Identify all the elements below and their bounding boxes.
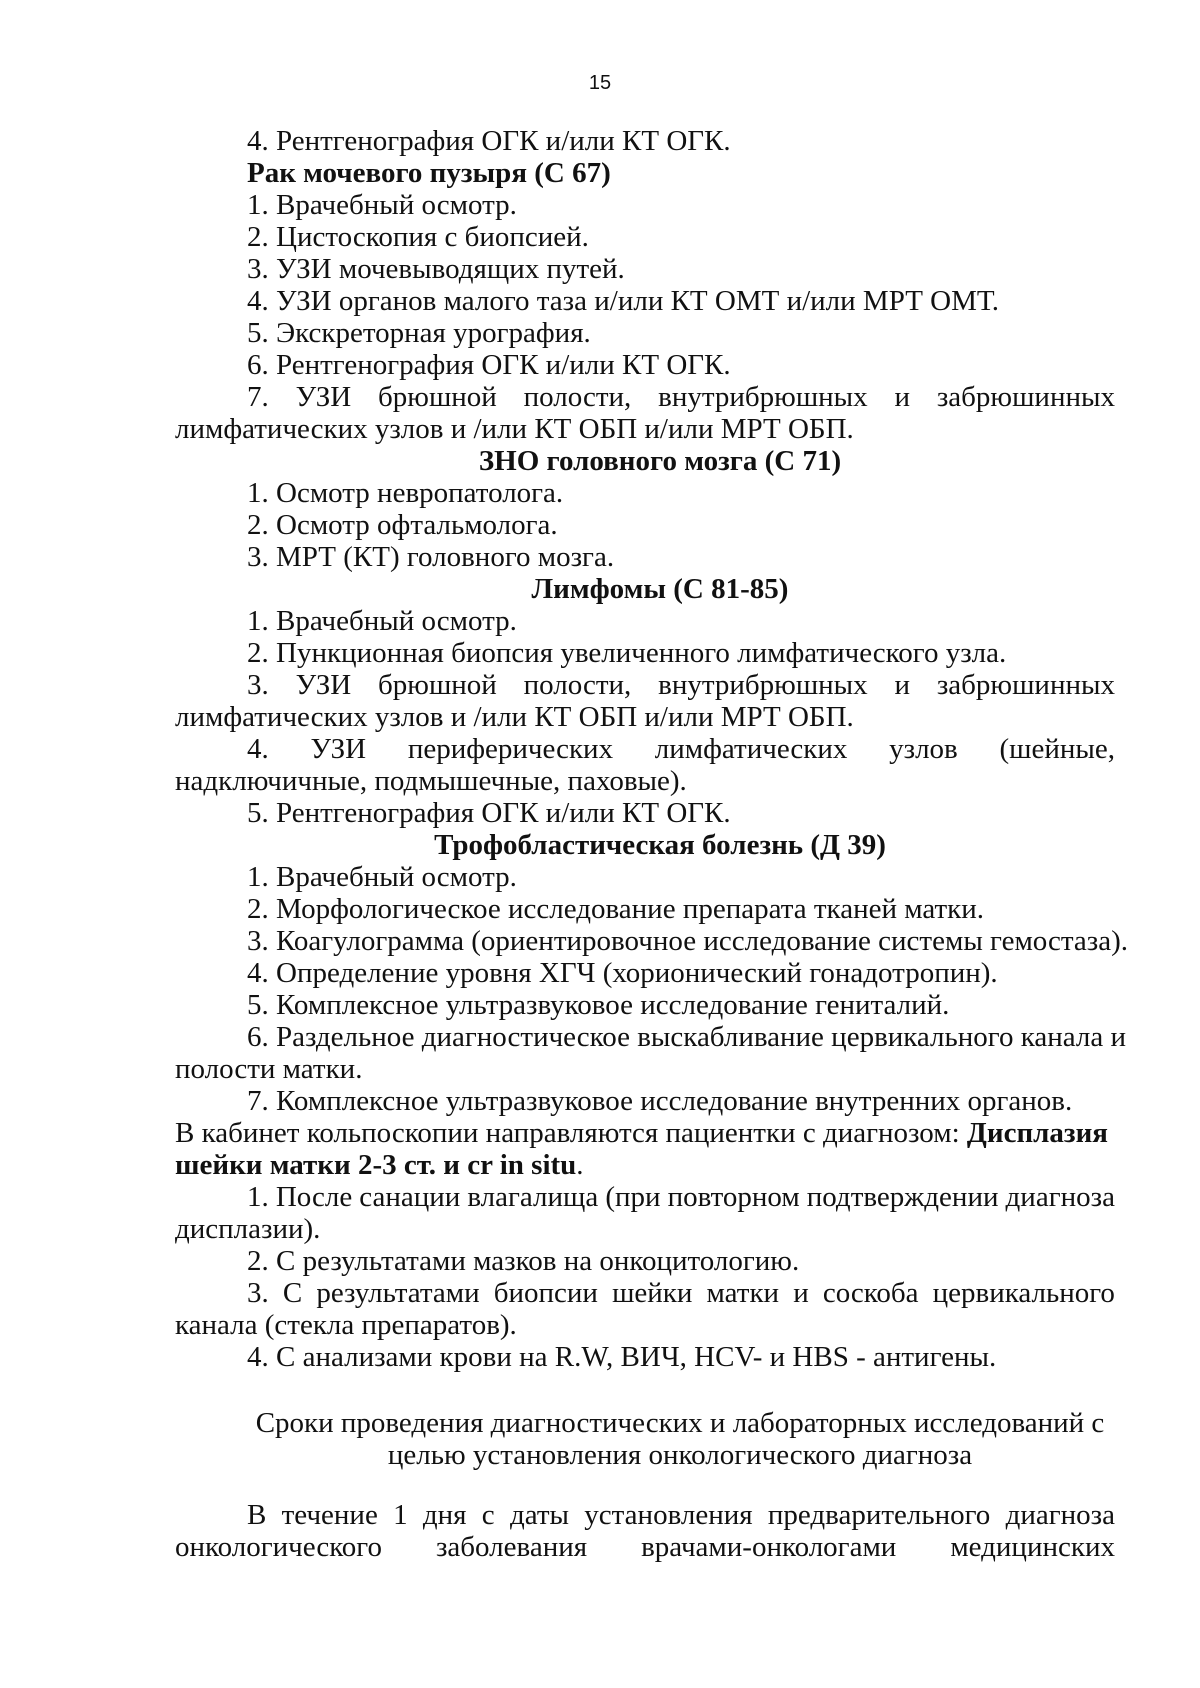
word: санации — [359, 1181, 461, 1213]
word: цервикального — [932, 1277, 1115, 1309]
list-item: 3. МРТ (КТ) головного мозга. — [247, 541, 615, 573]
list-item: 7. Комплексное ультразвуковое исследование внутренних органов. — [247, 1085, 1073, 1117]
word: (при — [605, 1181, 661, 1213]
page-number: 15 — [588, 72, 612, 94]
list-item: 2. Морфологическое исследование препарата тканей матки. — [247, 893, 985, 925]
list-item-continuation: канала (стекла препаратов). — [175, 1309, 517, 1341]
word: узлов — [889, 733, 958, 765]
list-item: 1. Врачебный осмотр. — [247, 861, 517, 893]
word: диагноза — [1005, 1181, 1115, 1213]
section-heading-trophoblastic: Трофобластическая болезнь (Д 39) — [434, 829, 886, 861]
word: дня — [422, 1499, 467, 1531]
section-title-line: Сроки проведения диагностических и лабораторных исследований с — [255, 1407, 1105, 1439]
section-heading-lymphomas: Лимфомы (С 81-85) — [531, 573, 789, 605]
word: В — [247, 1499, 267, 1531]
word: УЗИ — [295, 381, 352, 413]
word: заболевания — [435, 1531, 588, 1563]
diagnosis-bold: Дисплазия — [966, 1117, 1108, 1149]
justified-line — [175, 1181, 1115, 1213]
word: внутрибрюшных — [658, 381, 868, 413]
word: УЗИ — [295, 669, 352, 701]
word: матки — [706, 1277, 780, 1309]
list-item: 5. Комплексное ультразвуковое исследование гениталий. — [247, 989, 950, 1021]
word: забрюшинных — [936, 669, 1115, 701]
list-item: 1. Осмотр невропатолога. — [247, 477, 564, 509]
justified-line — [175, 669, 1115, 701]
period: . — [576, 1149, 584, 1181]
section-title — [175, 1407, 1115, 1471]
word: влагалища — [467, 1181, 599, 1213]
justified-line — [175, 381, 1115, 413]
word: результатами — [316, 1277, 480, 1309]
word: шейки — [612, 1277, 693, 1309]
word: медицинских — [950, 1531, 1115, 1563]
list-item: 6. Рентгенография ОГК и/или КТ ОГК. — [247, 349, 731, 381]
list-item: 3. УЗИ мочевыводящих путей. — [247, 253, 625, 285]
word: предварительного — [767, 1499, 991, 1531]
word: 1. — [247, 1181, 269, 1213]
word: 3. — [247, 1277, 269, 1309]
word: 4. — [247, 733, 269, 765]
justified-line — [175, 733, 1115, 765]
document-body — [175, 125, 1129, 1563]
word: врачами-онкологами — [641, 1531, 897, 1563]
section-heading-bladder-cancer: Рак мочевого пузыря (С 67) — [247, 157, 611, 189]
word: После — [275, 1181, 353, 1213]
word: полости, — [523, 381, 632, 413]
word: и — [793, 1277, 809, 1309]
list-item-continuation: надключичные, подмышечные, паховые). — [175, 765, 687, 797]
word: даты — [509, 1499, 569, 1531]
justified-line — [175, 1531, 1115, 1563]
list-item: 2. С результатами мазков на онкоцитологию. — [247, 1245, 800, 1277]
list-item-continuation: лимфатических узлов и /или КТ ОБП и/или МРТ ОБП. — [175, 413, 854, 445]
word: диагноза — [1005, 1499, 1115, 1531]
word: 7. — [247, 381, 269, 413]
list-item: 4. Определение уровня ХГЧ (хорионический гонадотропин). — [247, 957, 998, 989]
word: онкологического — [175, 1531, 382, 1563]
word: полости, — [523, 669, 632, 701]
section-title-line: целью установления онкологического диагноза — [387, 1439, 973, 1471]
list-item-continuation: полости матки. — [175, 1053, 363, 1085]
list-item: 5. Экскреторная урография. — [247, 317, 591, 349]
word: и — [894, 669, 911, 701]
word: биопсии — [493, 1277, 598, 1309]
list-item: 4. С анализами крови на R.W, ВИЧ, HCV- и HBS - антигены. — [247, 1341, 997, 1373]
intro-text: В кабинет кольпоскопии направляются пациентки с диагнозом: — [175, 1117, 967, 1149]
list-item: 6. Раздельное диагностическое выскабливание цервикального канала и — [247, 1021, 1126, 1053]
word: брюшной — [378, 381, 497, 413]
word: брюшной — [378, 669, 497, 701]
word: (шейные, — [999, 733, 1115, 765]
justified-line — [175, 1499, 1115, 1531]
word: 3. — [247, 669, 269, 701]
colposcopy-diagnosis — [175, 1149, 1115, 1181]
word: и — [894, 381, 911, 413]
word: лимфатических — [654, 733, 848, 765]
word: внутрибрюшных — [658, 669, 868, 701]
section-heading-brain-tumor: ЗНО головного мозга (С 71) — [478, 445, 842, 477]
word: повторном — [667, 1181, 800, 1213]
word: забрюшинных — [936, 381, 1115, 413]
list-item: 4. УЗИ органов малого таза и/или КТ ОМТ и/или МРТ ОМТ. — [247, 285, 999, 317]
diagnosis-bold: шейки матки 2-3 ст. и cr in situ — [175, 1149, 577, 1181]
word: течение — [281, 1499, 378, 1531]
list-item: 2. Пункционная биопсия увеличенного лимфатического узла. — [247, 637, 1007, 669]
list-item: 5. Рентгенография ОГК и/или КТ ОГК. — [247, 797, 731, 829]
word: периферических — [407, 733, 614, 765]
word: соскоба — [822, 1277, 919, 1309]
list-item-continuation: дисплазии). — [175, 1213, 321, 1245]
list-item: 1. Врачебный осмотр. — [247, 189, 517, 221]
justified-line — [175, 1277, 1115, 1309]
list-item: 1. Врачебный осмотр. — [247, 605, 517, 637]
word: С — [282, 1277, 303, 1309]
list-item: 2. Осмотр офтальмолога. — [247, 509, 558, 541]
word: установления — [584, 1499, 753, 1531]
list-item-continuation: лимфатических узлов и /или КТ ОБП и/или МРТ ОБП. — [175, 701, 854, 733]
list-item: 4. Рентгенография ОГК и/или КТ ОГК. — [247, 125, 731, 157]
word: с — [481, 1499, 495, 1531]
colposcopy-intro — [175, 1117, 1115, 1149]
word: подтверждении — [806, 1181, 999, 1213]
list-item: 2. Цистоскопия с биопсией. — [247, 221, 589, 253]
word: 1 — [393, 1499, 408, 1531]
word: УЗИ — [310, 733, 367, 765]
list-item: 3. Коагулограмма (ориентировочное исследование системы гемостаза). — [247, 925, 1129, 957]
